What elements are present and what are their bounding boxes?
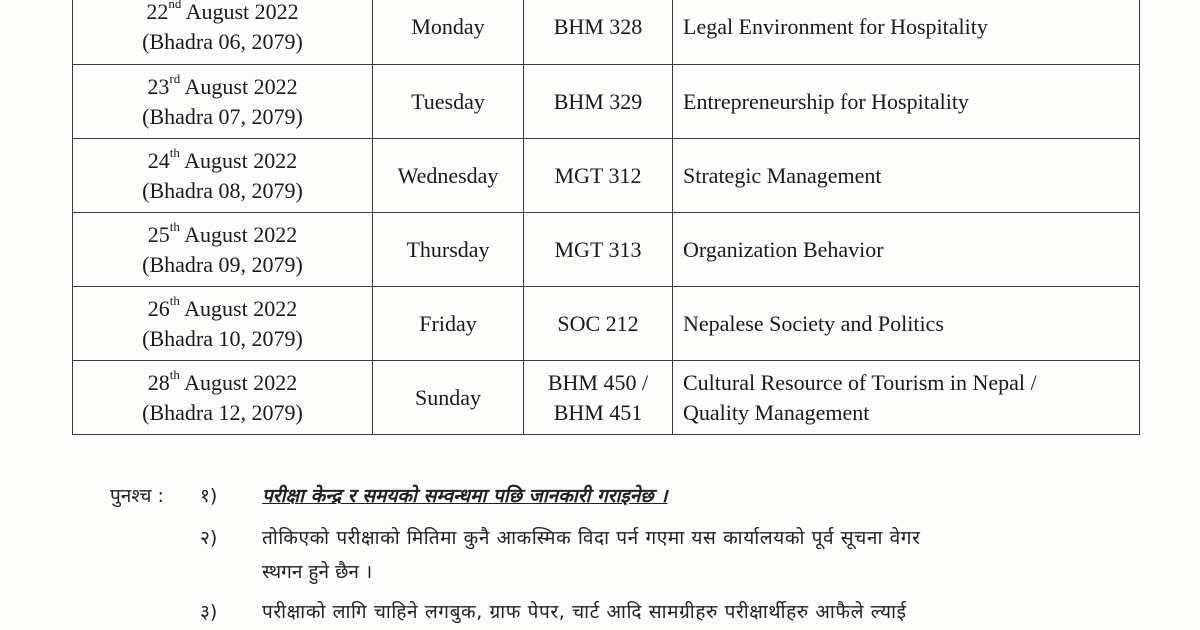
subject-name: Quality Management <box>683 399 870 425</box>
exam-schedule-table <box>72 0 1140 435</box>
month-year: August 2022 <box>179 369 298 395</box>
ordinal-suffix: th <box>169 293 180 309</box>
table-row <box>73 0 1140 65</box>
note-number: ३) <box>200 601 218 623</box>
note-text: परीक्षा केन्द्र र समयको सम्वन्धमा पछि जानकारी गराइनेछ । <box>262 485 668 507</box>
subject-cell: Organization Behavior <box>673 213 1140 287</box>
note-text: परीक्षाको लागि चाहिने लगबुक, ग्राफ पेपर, चार्ट आदि सामग्रीहरु परीक्षार्थीहरु आफैले ल्याई <box>262 601 907 623</box>
ordinal-suffix: rd <box>169 71 181 87</box>
ordinal-suffix: th <box>169 219 180 235</box>
day-number: 28 <box>147 369 170 395</box>
day-number: 26 <box>147 295 170 321</box>
subject-name: Cultural Resource of Tourism in Nepal / <box>683 369 1037 395</box>
date-cell <box>73 361 373 435</box>
subject-cell: Nepalese Society and Politics <box>673 287 1140 361</box>
nepali-date: (Bhadra 12, 2079) <box>142 399 303 425</box>
note-number: २) <box>200 527 218 549</box>
note-number: १) <box>200 485 218 507</box>
nepali-date: (Bhadra 07, 2079) <box>142 103 303 129</box>
date-cell <box>73 287 373 361</box>
nepali-date: (Bhadra 06, 2079) <box>142 28 303 54</box>
table-row <box>73 287 1140 361</box>
course-code-cell <box>524 361 673 435</box>
weekday-cell: Tuesday <box>373 65 524 139</box>
table-row <box>73 361 1140 435</box>
course-code: BHM 450 / <box>547 369 649 395</box>
day-number: 23 <box>147 73 170 99</box>
subject-cell: Legal Environment for Hospitality <box>673 0 1140 65</box>
ordinal-suffix: nd <box>168 0 182 12</box>
ordinal-suffix: th <box>169 145 180 161</box>
day-number: 25 <box>147 221 170 247</box>
table-row <box>73 139 1140 213</box>
month-year: August 2022 <box>179 147 298 173</box>
nepali-date: (Bhadra 10, 2079) <box>142 325 303 351</box>
course-code-cell: MGT 313 <box>524 213 673 287</box>
date-cell <box>73 213 373 287</box>
weekday-cell: Friday <box>373 287 524 361</box>
month-year: August 2022 <box>181 0 299 24</box>
month-year: August 2022 <box>179 295 298 321</box>
postscript-label: पुनश्च : <box>110 485 164 507</box>
month-year: August 2022 <box>179 221 298 247</box>
course-code-cell: MGT 312 <box>524 139 673 213</box>
course-code-cell: BHM 329 <box>524 65 673 139</box>
date-cell <box>73 139 373 213</box>
nepali-date: (Bhadra 08, 2079) <box>142 177 303 203</box>
subject-cell: Entrepreneurship for Hospitality <box>673 65 1140 139</box>
course-code: BHM 451 <box>553 399 643 425</box>
day-number: 22 <box>146 0 169 24</box>
weekday-cell: Wednesday <box>373 139 524 213</box>
nepali-date: (Bhadra 09, 2079) <box>142 251 303 277</box>
day-number: 24 <box>147 147 170 173</box>
weekday-cell: Sunday <box>373 361 524 435</box>
table-row <box>73 213 1140 287</box>
date-cell <box>73 0 373 65</box>
course-code-cell: BHM 328 <box>524 0 673 65</box>
ordinal-suffix: th <box>169 367 180 383</box>
note-text: तोकिएको परीक्षाको मितिमा कुनै आकस्मिक विदा पर्न गएमा यस कार्यालयको पूर्व सूचना वेगर <box>262 527 921 549</box>
date-cell <box>73 65 373 139</box>
table-row <box>73 65 1140 139</box>
month-year: August 2022 <box>180 73 298 99</box>
subject-cell: Strategic Management <box>673 139 1140 213</box>
course-code-cell: SOC 212 <box>524 287 673 361</box>
subject-cell <box>673 361 1140 435</box>
weekday-cell: Monday <box>373 0 524 65</box>
weekday-cell: Thursday <box>373 213 524 287</box>
note-text-continued: स्थगन हुने छैन । <box>262 561 373 583</box>
